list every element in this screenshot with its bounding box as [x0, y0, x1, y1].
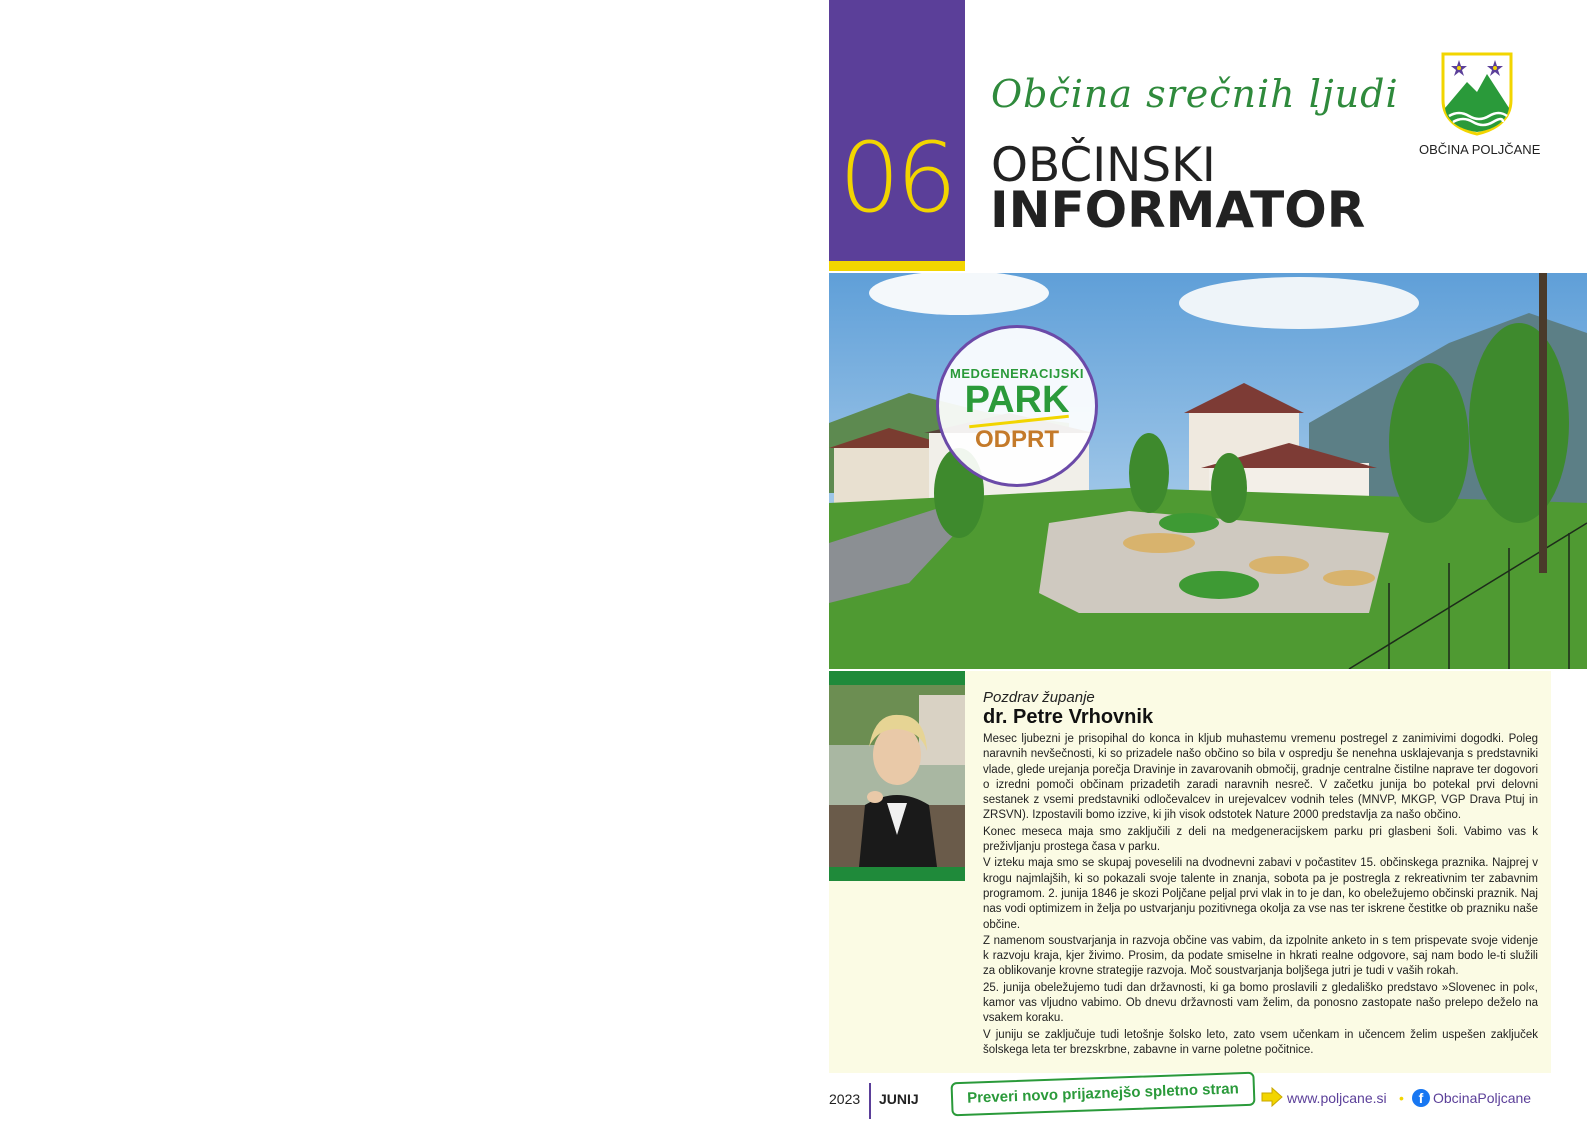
park-photo — [829, 273, 1587, 669]
mayor-portrait — [829, 685, 965, 867]
badge-line-3: ODPRT — [975, 426, 1059, 453]
badge-line-2: PARK — [964, 379, 1070, 421]
issue-panel — [829, 0, 965, 261]
municipal-crest-icon — [1441, 52, 1513, 136]
park-illustration — [829, 273, 1587, 669]
crest-label: OBČINA POLJČANE — [1419, 142, 1541, 157]
footer-month: JUNIJ — [879, 1091, 919, 1107]
park-open-badge — [936, 325, 1098, 487]
portrait-frame-top — [829, 671, 965, 685]
issue-number: 06 — [839, 122, 954, 234]
footer-divider — [869, 1083, 871, 1119]
facebook-icon: f — [1412, 1089, 1430, 1107]
greeting-subtitle: Pozdrav županje — [983, 689, 1095, 706]
paragraph: Z namenom soustvarjanja in razvoja občine vas vabim, da izpolnite anketo in s tem prispevate svoje videnje k razvoju kraja, kjer živimo. Prosim, da podate smiselne in hkrati realne odgovore, saj nam bodo le-ti služili za oblikovanje krovne strategije razvoja. Moč soustvarjanja boljšega jutri je tudi v vaših rokah. — [983, 934, 1538, 978]
badge-line-1: MEDGENERACIJSKI — [950, 366, 1084, 381]
footer-separator: • — [1399, 1090, 1404, 1106]
website-cta-button[interactable] — [950, 1072, 1255, 1117]
title-line-2: INFORMATOR — [990, 181, 1366, 239]
paragraph: Konec meseca maja smo zaključili z deli na medgeneracijskem parku pri glasbeni šoli. Vabimo vas k preživljanju prostega časa v parku. — [983, 825, 1538, 854]
footer — [829, 1073, 1587, 1123]
mayor-name: dr. Petre Vrhovnik — [983, 706, 1154, 728]
paragraph: 25. junija obeležujemo tudi dan državnosti, ki ga bomo proslavili z gledališko predstavo »Slovenec in pol«, kamor vas vljudno vabimo. Ob dnevu državnosti vam želim, da ponosno zastopate našo prelepo deželo na vsakem koraku. — [983, 981, 1538, 1025]
cover-page — [829, 0, 1587, 1123]
paragraph: V juniju se zaključuje tudi letošnje šolsko leto, zato vsem učenkam in učencem želim uspešen zaključek šolskega leta ter brezskrbne, zabavne in varne poletne počitnice. — [983, 1028, 1538, 1056]
paragraph: Mesec ljubezni je prisopihal do konca in kljub muhastemu vremenu postregel z zanimivimi dogodki. Poleg naravnih nevšečnosti, ki so prizadele našo občino so bila v ospredju še nenehna usklajevanja s predstavniki vlade, glede urejanja porečja Dravinje in zavarovanih območij, gradnje centralne čistilne naprave ter dogovori o izredni pomoči občinam prizadetih zaradi naravnih nesreč. V začetku junija bo potekal prvi delovni sestanek z vsemi predstavniki odločevalcev in urejevalcev vodnih teles (MNVP, MKGP, VGP Drava Ptuj in ZRSVN). Izpostavili bomo izzive, ki jih visok odstotek Nature 2000 predstavlja za našo občino. — [983, 733, 1538, 822]
facebook-link[interactable]: ObcinaPoljcane — [1433, 1090, 1532, 1106]
cta-label: Preveri novo prijaznejšo spletno stran — [966, 1080, 1240, 1107]
arrow-right-icon — [1261, 1087, 1283, 1107]
portrait-frame-bottom — [829, 867, 965, 881]
greeting-body — [983, 732, 1538, 1059]
footer-year: 2023 — [829, 1091, 861, 1107]
website-link[interactable]: www.poljcane.si — [1287, 1090, 1387, 1106]
slogan: Občina srečnih ljudi — [991, 72, 1399, 116]
accent-bar — [829, 261, 965, 271]
paragraph: V izteku maja smo se skupaj poveselili na dvodnevni zabavi v počastitev 15. občinskega praznika. Najprej v krogu najmlajših, ki so pokazali svoje talente in znanja, sobota pa je postregla z rekreativnim ter zabavnim programom. 2. junija 1846 je skozi Poljčane peljal prvi vlak in to je dan, ko obeležujemo občinski praznik. Naj nas vodi optimizem in želja po ustvarjanju pozitivnega okolja za vse nas ter iskrene čestitke ob prazniku naše občine. — [983, 857, 1538, 931]
title-line-1: OBČINSKI — [991, 138, 1216, 193]
